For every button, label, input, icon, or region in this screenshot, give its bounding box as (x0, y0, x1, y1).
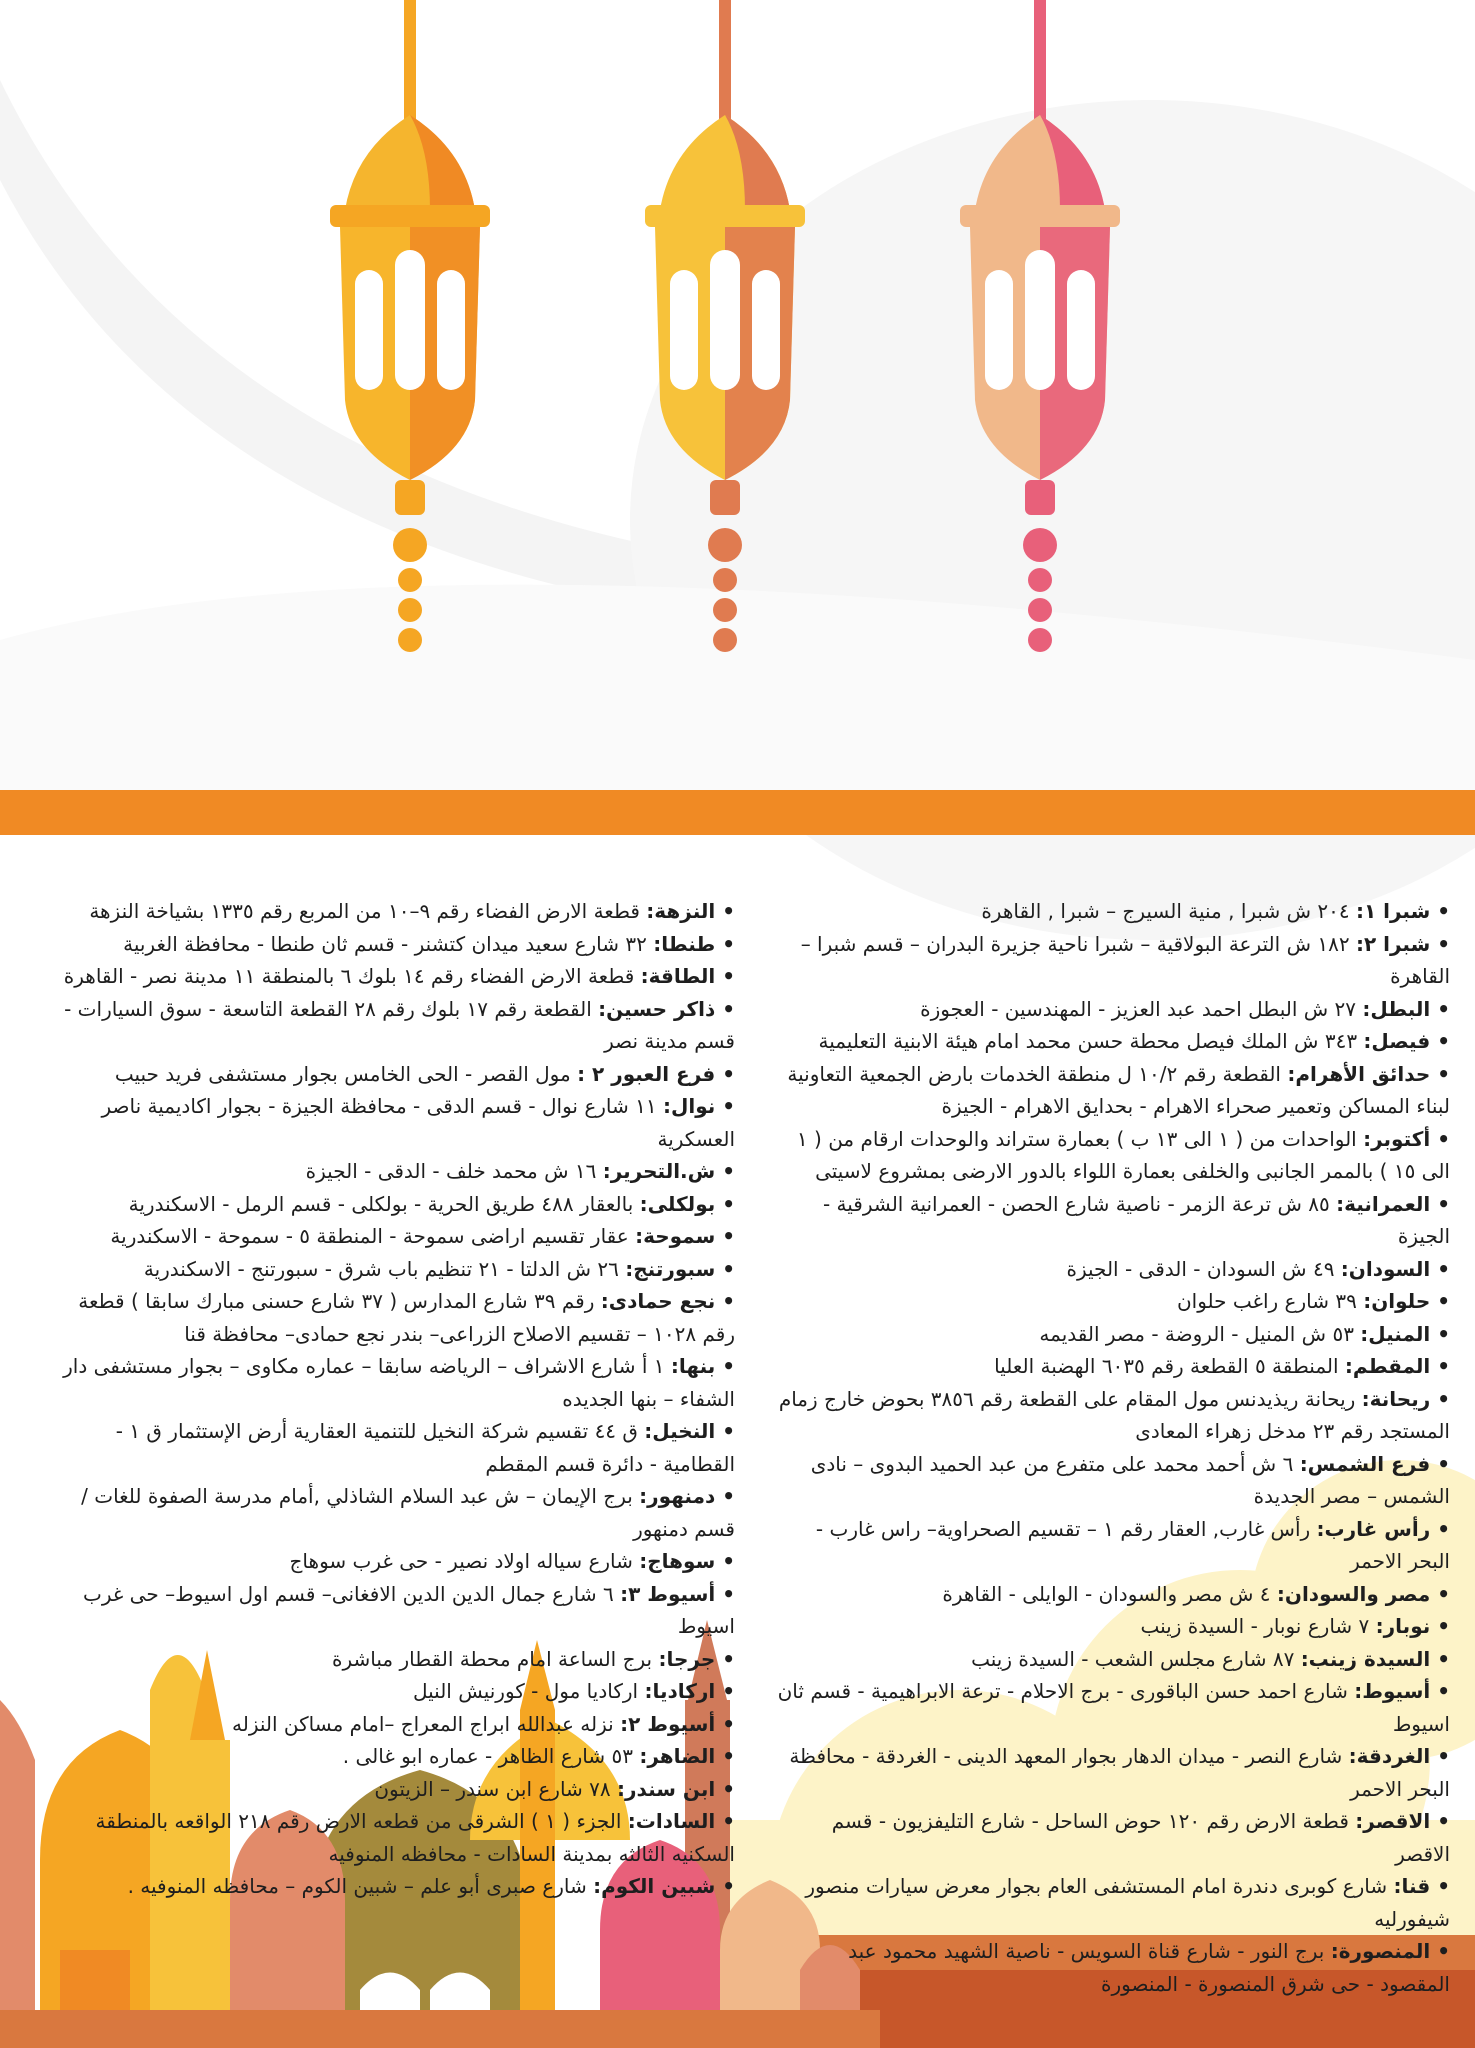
branch-entry: • فرع الشمس: ٦ ش أحمد محمد على متفرع من عبد الحميد البدوى – نادى الشمس – مصر الجديدة (810, 1451, 1450, 1508)
branch-entry: • أسيوط: شارع احمد حسن الباقورى - برج الاحلام - ترعة الابراهيمية - قسم ثان اسيوط (777, 1679, 1450, 1736)
branch-entry: • أكتوبر: الواحدات من ( ١ الى ١٣ ب ) بعمارة ستراند والوحدات ارقام من ( ١ الى ١٥ ) بالممر الجانبى والخلفى بعمارة اللواء بالدور الارضى بمشروع لاسيتى (796, 1126, 1450, 1183)
branch-entry: • طنطا: ٣٢ شارع سعيد ميدان كتشنر - قسم ثان طنطا - محافظة الغربية (123, 931, 735, 956)
branch-entry: • ريحانة: ريحانة ريذيدنس مول المقام على القطعة رقم ٣٨٥٦ بحوض خارج زمام المستجد رقم ٢٣ مدخل زهراء المعادى (778, 1386, 1450, 1443)
branch-entry: • جرجا: برج الساعة امام محطة القطار مباشرة (332, 1646, 735, 1671)
branch-entry: • الطاقة: قطعة الارض الفضاء رقم ١٤ بلوك ٦ بالمنطقة ١١ مدينة نصر - القاهرة (63, 964, 735, 988)
branch-entry: • ذاكر حسين: القطعة رقم ١٧ بلوك رقم ٢٨ القطعة التاسعة - سوق السيارات - قسم مدينة نصر (64, 996, 735, 1053)
branch-entry: • شبرا ١: ٢٠٤ ش شبرا , منية السيرج – شبرا , القاهرة (981, 899, 1450, 923)
branch-entry: • النزهة: قطعة الارض الفضاء رقم ٩–١٠ من المربع رقم ١٣٣٥ بشياخة النزهة (89, 899, 735, 923)
branch-entry: • سوهاج: شارع سياله اولاد نصير - حى غرب سوهاج (289, 1549, 735, 1573)
branch-entry: • دمنهور: برج الإيمان – ش عبد السلام الشاذلي ,أمام مدرسة الصفوة للغات /قسم دمنهور (81, 1484, 735, 1541)
branch-entry: • بنها: ١ أ شارع الاشراف – الرياضه سابقا – عماره مكاوى – بجوار مستشفى دار الشفاء – بنها الجديده (63, 1354, 735, 1411)
branch-entry: • بولكلى: بالعقار ٤٨٨ طريق الحرية - بولكلى - قسم الرمل - الاسكندرية (128, 1191, 735, 1216)
branch-entry: • البطل: ٢٧ ش البطل احمد عبد العزيز - المهندسين - العجوزة (920, 996, 1450, 1021)
branch-entry: • المنيل: ٥٣ ش المنيل - الروضة - مصر القديمه (1039, 1321, 1450, 1346)
branch-entry: • قنا: شارع كوبرى دندرة امام المستشفى العام بجوار معرض سيارات منصور شيفورليه (805, 1874, 1450, 1931)
branch-entry: • المقطم: المنطقة ٥ القطعة رقم ٦٠٣٥ الهضبة العليا (994, 1354, 1450, 1378)
branch-entry: • حلوان: ٣٩ شارع راغب حلوان (1176, 1289, 1450, 1313)
branches-column-right (775, 895, 1450, 2000)
branch-entry: • نوبار: ٧ شارع نوبار - السيدة زينب (1140, 1614, 1450, 1638)
branch-entry: • فيصل: ٣٤٣ ش الملك فيصل محطة حسن محمد امام هيئة الابنية التعليمية (818, 1029, 1450, 1053)
branch-entry: • السودان: ٤٩ ش السودان - الدقى - الجيزة (1066, 1256, 1450, 1281)
branch-entry: • النخيل: ق ٤٤ تقسيم شركة النخيل للتنمية العقارية أرض الإستثمار ق ١ - القطامية - دائرة قسم المقطم (115, 1419, 735, 1476)
branch-entry: • الاقصر: قطعة الارض رقم ١٢٠ حوض الساحل - شارع التليفزيون - قسم الاقصر (831, 1809, 1450, 1866)
branch-entry: • سبورتنج: ٢٦ ش الدلتا - ٢١ تنظيم باب شرق - سبورتنج - الاسكندرية (143, 1256, 735, 1281)
branch-entry: • مصر والسودان: ٤ ش مصر والسودان - الوايلى - القاهرة (942, 1581, 1450, 1606)
branches-column-left (45, 895, 735, 1903)
branch-entry: • العمرانية: ٨٥ ش ترعة الزمر - ناصية شارع الحصن - العمرانية الشرقية - الجيزة (822, 1191, 1450, 1248)
branch-entry: • اركاديا: اركاديا مول - كورنيش النيل (412, 1679, 735, 1703)
branch-entry: • رأس غارب: رأس غارب, العقار رقم ١ – تقسيم الصحراوية– راس غارب - البحر الاحمر (815, 1516, 1450, 1573)
branch-entry: • الغردقة: شارع النصر - ميدان الدهار بجوار المعهد الدينى - الغردقة - محافظة البحر الاحمر (789, 1744, 1450, 1801)
branch-entry: • نوال: ١١ شارع نوال - قسم الدقى - محافظة الجيزة - بجوار اكاديمية ناصر العسكرية (101, 1094, 735, 1151)
branch-entry: • شبرا ٢: ١٨٢ ش الترعة البولاقية – شبرا ناحية جزيرة البدران – قسم شبرا – القاهرة (800, 931, 1450, 988)
branch-entry: • ش.التحرير: ١٦ ش محمد خلف - الدقى - الجيزة (305, 1159, 735, 1183)
orange-band (0, 790, 1475, 835)
branch-entry: • السادات: الجزء ( ١ ) الشرقى من قطعه الارض رقم ٢١٨ الواقعه بالمنطقة السكنيه الثالثه بمدينة السادات - محافظه المنوفيه (95, 1809, 735, 1866)
branch-entry: • سموحة: عقار تقسيم اراضى سموحة - المنطقة ٥ - سموحة - الاسكندرية (110, 1224, 735, 1248)
branch-entry: • الضاهر: ٥٣ شارع الظاهر - عماره ابو غالى . (342, 1744, 735, 1768)
branch-entry: • المنصورة: برج النور - شارع قناة السويس - ناصية الشهيد محمود عبد المقصود - حى شرق المنصورة - المنصورة (848, 1939, 1450, 1996)
branch-entry: • أسيوط ٢: نزله عبدالله ابراج المعراج –امام مساكن النزله (232, 1711, 735, 1736)
branch-entry: • السيدة زينب: ٨٧ شارع مجلس الشعب - السيدة زينب (971, 1646, 1450, 1671)
branch-entry: • نجع حمادى: رقم ٣٩ شارع المدارس ( ٣٧ شارع حسنى مبارك سابقا ) قطعة رقم ١٠٢٨ – تقسيم الاصلاح الزراعى– بندر نجع حمادى– محافظة قنا (78, 1289, 735, 1346)
branch-entry: • حدائق الأهرام: القطعة رقم ١٠/٢ ل منطقة الخدمات بارض الجمعية التعاونية لبناء المساكن وتعمير صحراء الاهرام - بحدايق الاهرام - الجيزة (787, 1061, 1450, 1118)
branch-entry: • أسيوط ٣: ٦ شارع جمال الدين الدين الافغانى– قسم اول اسيوط– حى غرب اسيوط (83, 1581, 735, 1638)
branch-entry: • فرع العبور ٢ : مول القصر - الحى الخامس بجوار مستشفى فريد حبيب (114, 1061, 735, 1086)
branch-entry: • شبين الكوم: شارع صبرى أبو علم – شبين الكوم – محافظه المنوفيه . (127, 1874, 735, 1898)
branch-entry: • ابن سندر: ٧٨ شارع ابن سندر – الزيتون (374, 1776, 735, 1801)
